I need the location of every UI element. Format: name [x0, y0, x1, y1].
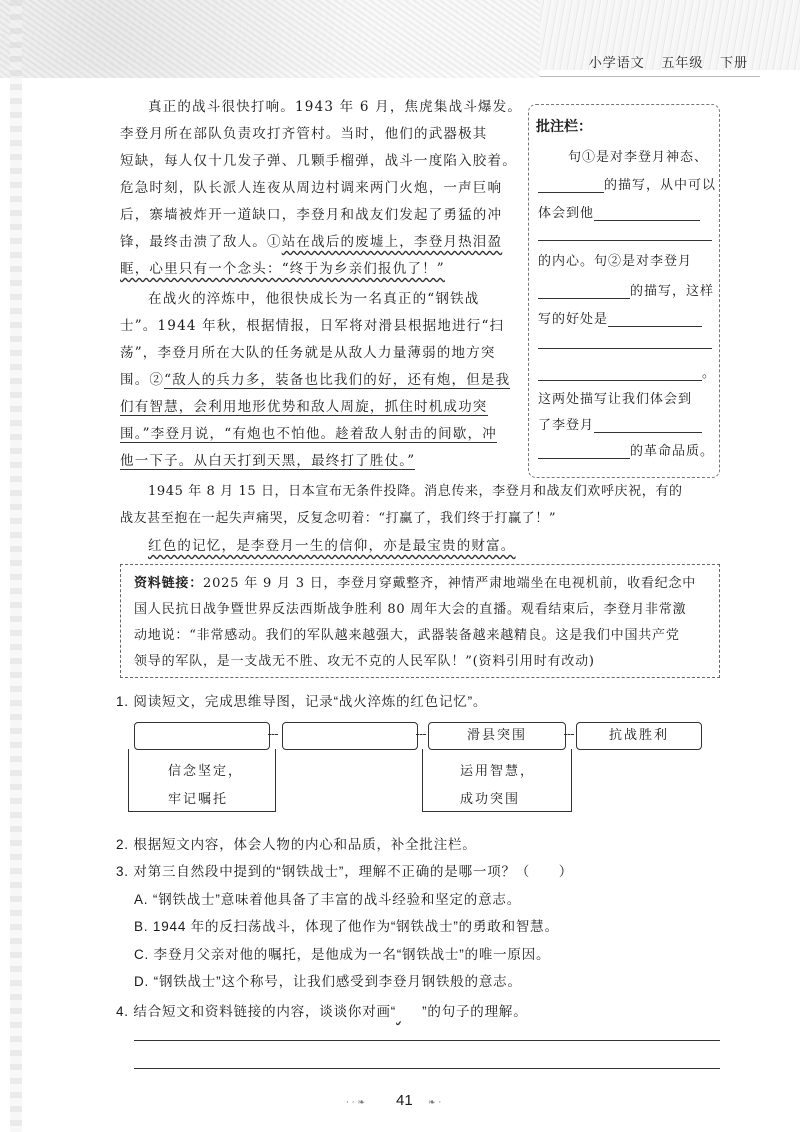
sentence-2-marked-cont3: 他一下子。从白天打到天黑，最终打了胜仗。”: [120, 453, 416, 469]
mindmap-connector-2: [416, 734, 426, 735]
annotation-line3: [538, 202, 700, 221]
answer-line-2[interactable]: [134, 1068, 720, 1069]
annotation-blank-2[interactable]: [594, 206, 700, 221]
mindmap-sub-3a: 运用智慧，: [460, 764, 536, 779]
question-3-option-a[interactable]: A. “钢铁战士”意味着他具备了丰富的战斗经验和坚定的意志。: [134, 892, 521, 907]
p2-line5: [120, 394, 488, 422]
header-divider: [540, 76, 760, 77]
mindmap-box-2[interactable]: [282, 722, 418, 750]
annotation-blank-1[interactable]: [538, 178, 604, 193]
footer-dots-left: · · ❧: [346, 1098, 365, 1108]
mindmap-connector-3: [564, 734, 574, 735]
annotation-title: 批注栏：: [536, 118, 592, 134]
resource-link-line1: [134, 570, 714, 597]
question-4-text-a: 4. 结合短文和资料链接的内容，谈谈你对画“: [116, 1004, 397, 1019]
annotation-blank-3[interactable]: [538, 240, 712, 241]
annotation-line9-text: 了李登月: [538, 418, 595, 433]
p1-line3: 短缺，每人仅十几发子弹、几颗手榴弹，战斗一度陷入胶着。: [120, 153, 517, 169]
sentence-2-marked-cont1: 们有智慧，会利用地形优势和敌人周旋，抓住时机成功突: [120, 399, 488, 415]
footer-dots-right: ❧ ·: [428, 1098, 442, 1108]
p3-line1: 1945 年 8 月 15 日，日本宣布无条件投降。消息传来，李登月和战友们欢呼庆祝，有的: [148, 484, 683, 499]
annotation-blank-9[interactable]: [538, 444, 630, 459]
annotation-line6-text: 写的好处是: [538, 312, 609, 327]
mindmap-sub-1b: 牢记嘱托: [168, 792, 229, 807]
resource-link-line4: 领导的军队，是一支战无不胜、攻无不克的人民军队！”(资料引用时有改动): [134, 654, 595, 669]
resource-link-label: 资料链接：: [134, 575, 204, 590]
mindmap-box-3: 滑县突围: [428, 722, 566, 750]
annotation-line6: [538, 308, 702, 327]
question-3: 3. 对第三自然段中提到的“钢铁战士”，理解不正确的是哪一项？（ ）: [116, 864, 573, 879]
p1-line2: 李登月所在部队负责攻打齐管村。当时，他们的武器极其: [120, 126, 488, 142]
annotation-line5: [538, 280, 714, 299]
annotation-blank-7[interactable]: [538, 366, 702, 381]
annotation-line2: [538, 174, 716, 193]
resource-link-line3: 动地说：“非常感动。我们的军队越来越强大，武器装备越来越精良。这是我们中国共产党: [134, 628, 680, 643]
mindmap-box-1[interactable]: [134, 722, 270, 750]
p2-line3: 荡”，李登月所在大队的任务就是从敌人力量薄弱的地方突: [120, 345, 496, 361]
mindmap-connector-1: [268, 734, 278, 735]
resource-link-line1-text: 2025 年 9 月 3 日，李登月穿戴整齐，神情严肃地端坐在电视机前，收看纪念中: [203, 576, 697, 591]
annotation-blank-6[interactable]: [538, 348, 712, 349]
p4-line: [148, 533, 516, 561]
sentence-wavy-final: 红色的记忆，是李登月一生的信仰，亦是最宝贵的财富。: [148, 538, 516, 554]
annotation-line2-text: 的描写，从中可以: [604, 178, 717, 193]
question-2: 2. 根据短文内容，体会人物的内心和品质，补全批注栏。: [116, 837, 477, 852]
annotation-line8: 这两处描写让我们体会到: [538, 392, 693, 407]
mindmap-sub-1a: 信念坚定，: [168, 764, 244, 779]
p3-line2: 战友甚至抱在一起失声痛哭，反复念叨着：“打赢了，我们终于打赢了！”: [120, 511, 557, 526]
header-volume: 下册: [719, 55, 748, 70]
p1-line1: 真正的战斗很快打响。1943 年 6 月，焦虎集战斗爆发。: [148, 99, 523, 115]
annotation-line9: [538, 414, 702, 433]
p2-line4: [120, 367, 510, 395]
question-1: 1. 阅读短文，完成思维导图，记录“战火淬炼的红色记忆”。: [116, 694, 488, 709]
scan-noise-corner: [0, 0, 540, 78]
p2-line7: [120, 448, 415, 476]
sentence-2-marked: “敌人的兵力多，装备也比我们的好，还有炮，但是我: [164, 372, 511, 388]
p2-line6: [120, 421, 497, 449]
p2-line4-text: 围。②: [120, 372, 165, 388]
header-subject: 小学语文: [588, 55, 645, 70]
p1-line5: 后，寨墙被炸开一道缺口，李登月和战友们发起了勇猛的冲: [120, 207, 503, 223]
page-header: [577, 52, 748, 71]
header-grade: 五年级: [661, 55, 704, 70]
question-4: [116, 1000, 528, 1020]
annotation-line1: 句①是对李登月神态、: [568, 150, 709, 165]
scan-edge-left: [10, 0, 22, 1132]
question-3-option-d[interactable]: D. “钢铁战士”这个称号，让我们感受到李登月钢铁般的意志。: [134, 974, 522, 989]
p1-line4: 危急时刻，队长派人连夜从周边村调来两门火炮，一声巨响: [120, 180, 503, 196]
annotation-line4: 的内心。句②是对李登月: [538, 254, 693, 269]
p1-line6-text: 锋，最终击溃了敌人。①: [120, 234, 282, 250]
mindmap-sub-3b: 成功突围: [460, 792, 521, 807]
p2-line1: 在战火的淬炼中，他很快成长为一名真正的“钢铁战: [148, 291, 480, 307]
page-number: 41: [396, 1092, 413, 1109]
annotation-blank-4[interactable]: [538, 284, 630, 299]
question-3-option-c[interactable]: C. 李登月父亲对他的嘱托，是他成为一名“钢铁战士”的唯一原因。: [134, 947, 551, 962]
resource-link-text: [134, 570, 714, 675]
question-3-option-b[interactable]: B. 1944 年的反扫荡战斗，体现了他作为“钢铁战士”的勇敢和智慧。: [134, 919, 559, 934]
p1-line7: [120, 256, 445, 284]
annotation-blank-5[interactable]: [608, 312, 702, 327]
annotation-line5-text: 的描写，这样: [630, 284, 715, 299]
wavy-marker-sample: [396, 1004, 422, 1019]
sentence-2-marked-cont2: 围。”李登月说，“有炮也不怕他。趁着敌人射击的间歇，冲: [120, 426, 497, 442]
question-4-text-b: ”的句子的理解。: [422, 1004, 528, 1019]
annotation-line7: [538, 362, 716, 381]
annotation-line10: [538, 440, 714, 459]
answer-line-1[interactable]: [134, 1040, 720, 1041]
p2-line2: 士”。1944 年秋，根据情报，日军将对滑县根据地进行“扫: [120, 318, 505, 334]
annotation-line10-text: 的革命品质。: [630, 444, 715, 459]
mindmap-box-4: 抗战胜利: [576, 722, 702, 750]
annotation-blank-8[interactable]: [594, 418, 702, 433]
sentence-1-marked-cont: 眶，心里只有一个念头：“终于为乡亲们报仇了！”: [120, 261, 445, 277]
annotation-line7-text: 。: [702, 366, 717, 381]
sentence-1-marked: 站在战后的废墟上，李登月热泪盈: [281, 234, 503, 250]
p1-line6: [120, 229, 502, 257]
annotation-line3-text: 体会到他: [538, 206, 595, 221]
resource-link-line2: 国人民抗日战争暨世界反法西斯战争胜利 80 周年大会的直播。观看结束后，李登月非常激: [134, 602, 687, 617]
